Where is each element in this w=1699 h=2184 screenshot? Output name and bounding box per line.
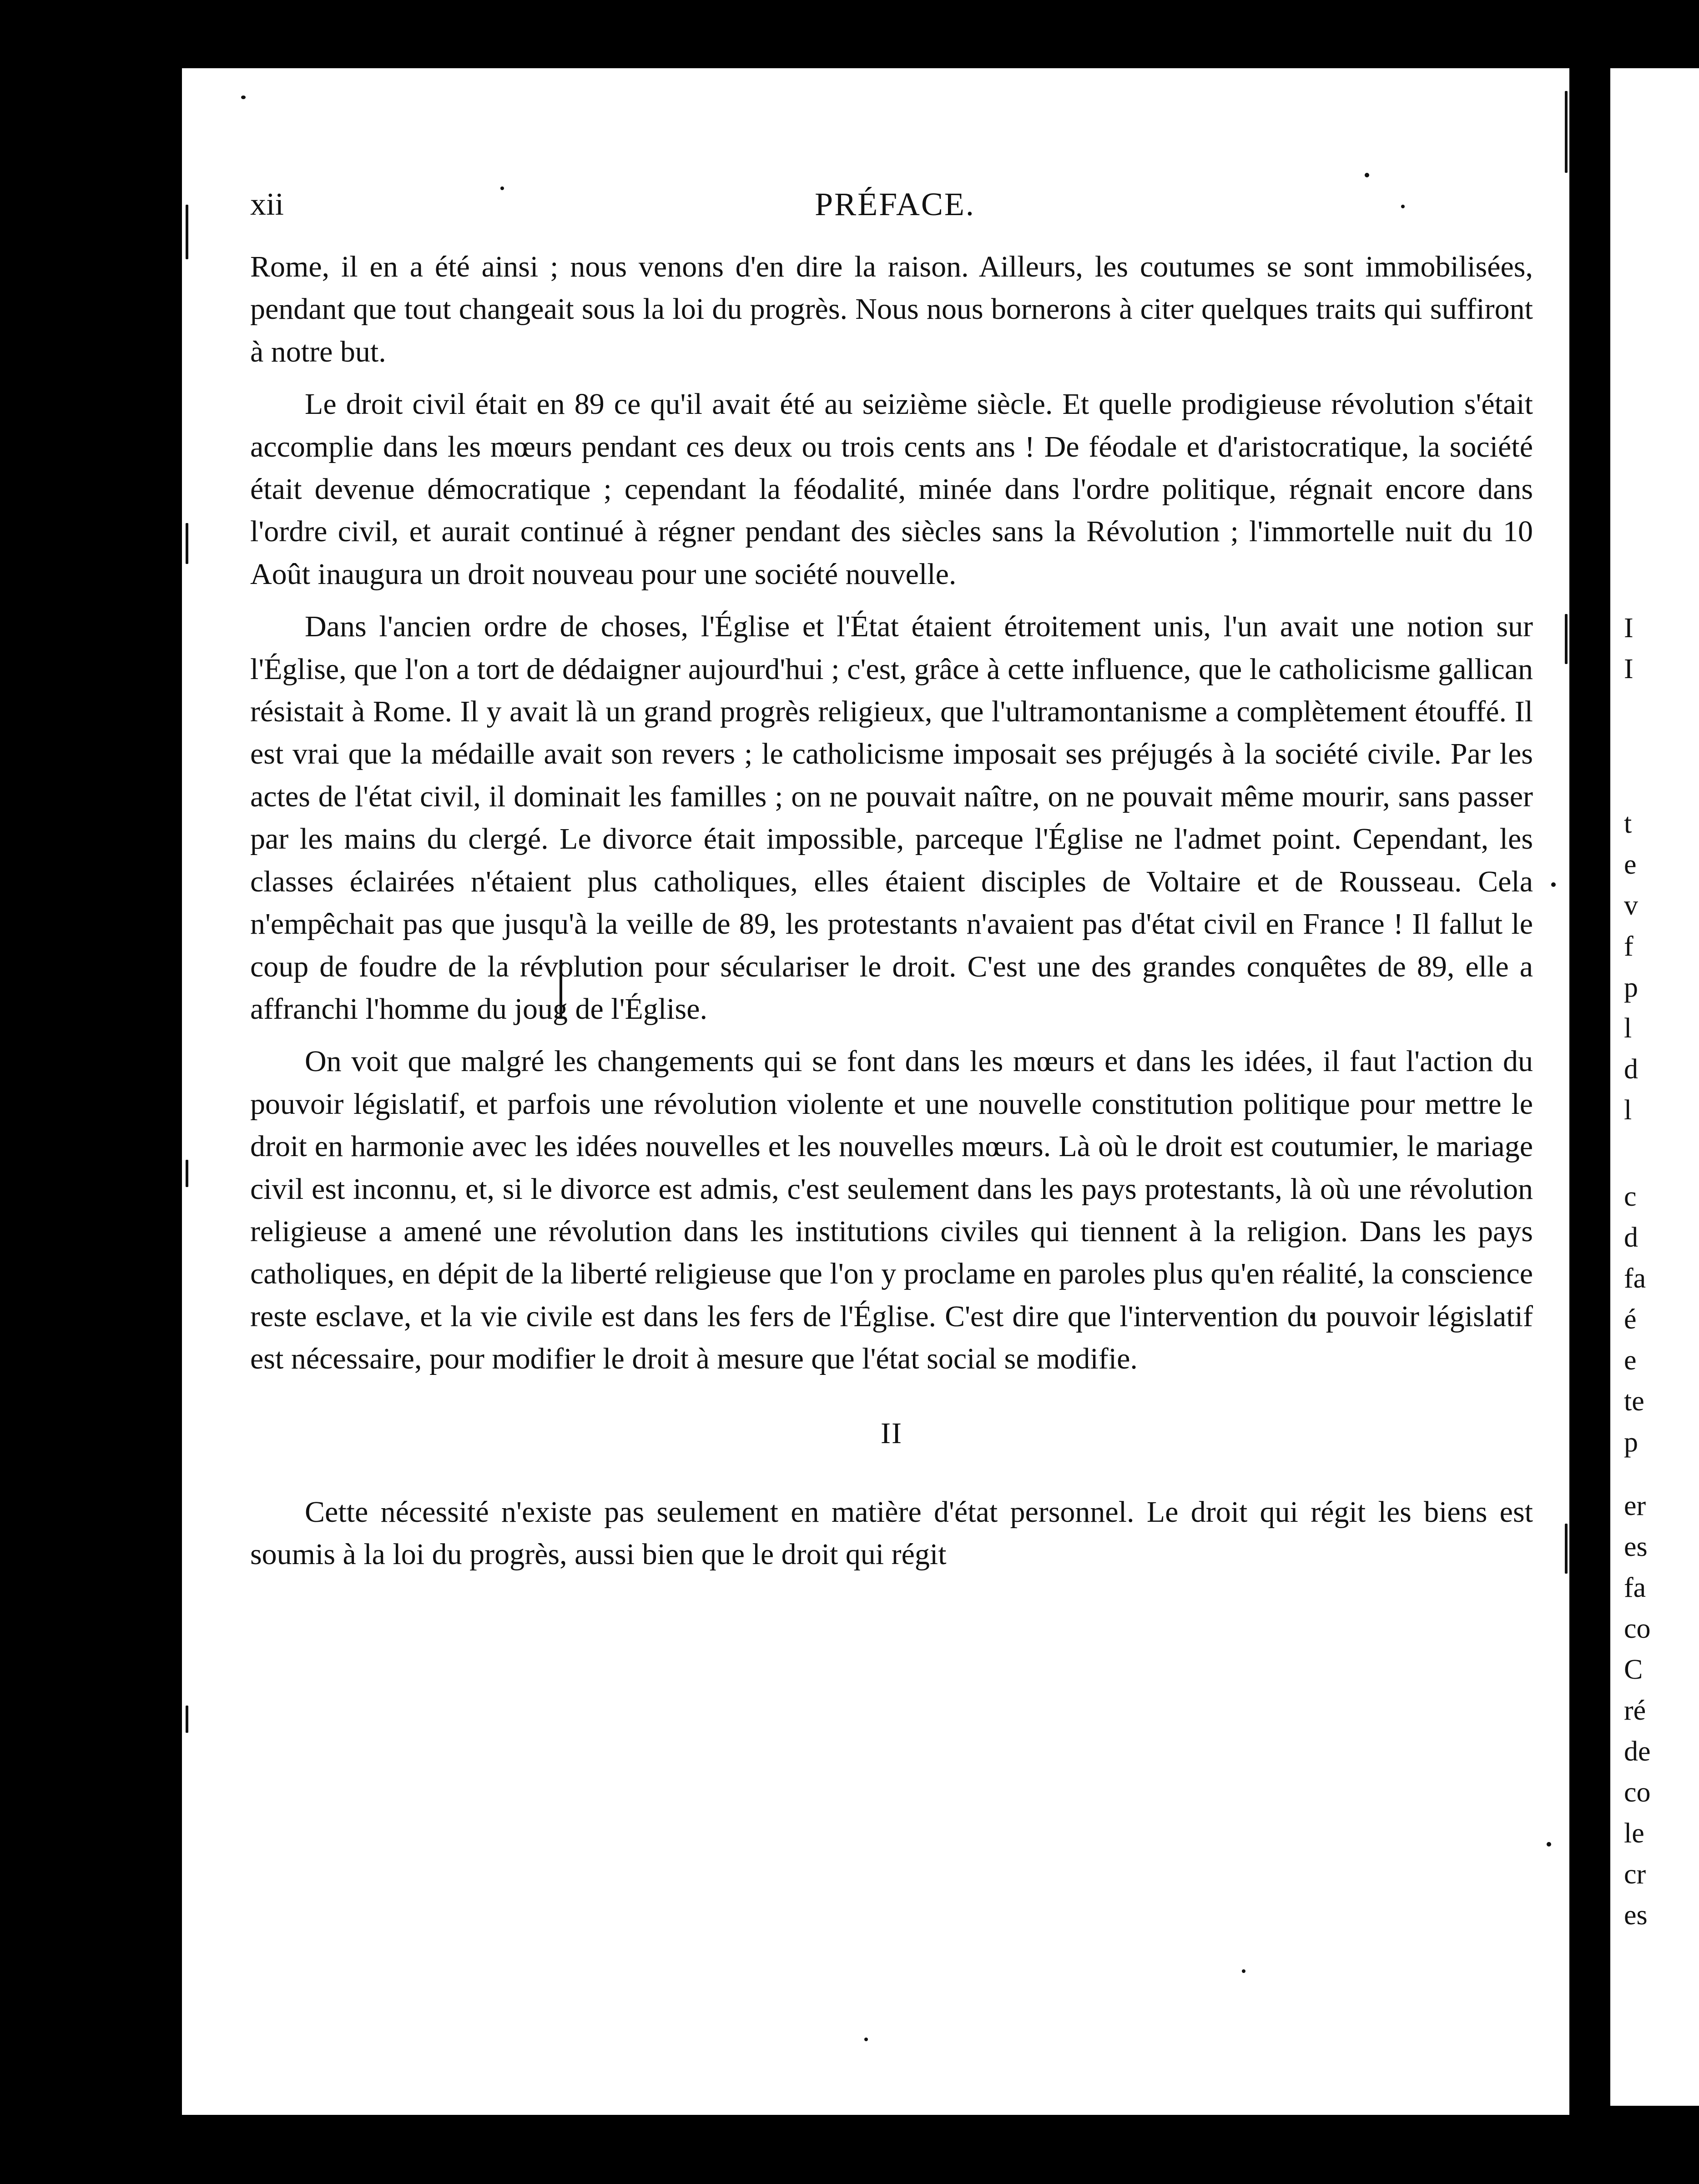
adjacent-fragment: e <box>1624 849 1637 880</box>
adjacent-fragment: d <box>1624 1222 1638 1253</box>
body-text <box>250 246 1533 1586</box>
adjacent-fragment: er <box>1624 1490 1646 1521</box>
adjacent-fragment: l <box>1624 1095 1632 1126</box>
adjacent-fragment: le <box>1624 1818 1644 1849</box>
paragraph-4: On voit que malgré les changements qui se font dans les mœurs et dans les idées, il faut l'action du pouvoir législatif, et parfois une révolution violente et une nouvelle constitution politique pour mettre le droit en harmonie avec les idées nouvelles et les nouvelles mœurs. Là où le droit est coutumier, le mariage civil est inconnu, et, si le divorce est admis, c'est seulement dans les pays protestants, là où une révolution religieuse a amené une révolution dans les institutions civiles qui tiennent à la religion. Dans les pays catholiques, en dépit de la liberté religieuse que l'on y proclame en paroles plus qu'en réalité, la conscience reste esclave, et la vie civile est dans les fers de l'Église. C'est dire que l'intervention du pouvoir législatif est nécessaire, pour modifier le droit à mesure que l'état social se modifie. <box>250 1045 1533 1376</box>
paragraph-3: Dans l'ancien ordre de choses, l'Église et l'État étaient étroitement unis, l'un avait une notion sur l'Église, que l'on a tort de dédaigner aujourd'hui ; c'est, grâce à cette influence, que le catholicisme gallican résistait à Rome. Il y avait là un grand progrès religieux, que l'ultramontanisme a complètement étouffé. Il est vrai que la médaille avait son revers ; le catholicisme imposait ses préjugés à la société civile. Par les actes de l'état civil, il dominait les familles ; on ne pouvait naître, on ne pouvait même mourir, sans passer par les mains du clergé. Le divorce était impossible, parceque l'Église ne l'admet point. Cependant, les classes éclairées n'étaient plus catholiques, elles étaient disciples de Voltaire et de Rousseau. Cela n'empêchait pas que jusqu'à la veille de 89, les protestants n'avaient pas d'état civil en France ! Il fallut le coup de foudre de la révolution pour séculariser le droit. C'est une des grandes conquêtes de 89, elle a affranchi l'homme du joug de l'Église. <box>250 610 1533 1026</box>
section-heading: II <box>881 1416 902 1450</box>
page-header-title: PRÉFACE. <box>815 186 975 222</box>
adjacent-page-strip <box>1610 68 1699 2106</box>
adjacent-fragment: co <box>1624 1613 1651 1644</box>
adjacent-fragment: C <box>1624 1654 1643 1685</box>
adjacent-fragment: v <box>1624 890 1638 921</box>
adjacent-fragment: ré <box>1624 1695 1646 1726</box>
paragraph-1: Rome, il en a été ainsi ; nous venons d'en dire la raison. Ailleurs, les coutumes se sont immobilisées, pendant que tout changeait sous la loi du progrès. Nous nous bornerons à citer quelques traits qui suffiront à notre but. <box>250 250 1533 368</box>
adjacent-fragment: e <box>1624 1345 1637 1376</box>
paragraph-2: Le droit civil était en 89 ce qu'il avait été au seizième siècle. Et quelle prodigieuse révolution s'était accomplie dans les mœurs pendant ces deux ou trois cents ans ! De féodale et d'aristocratique, la société était devenue démocratique ; cependant la féodalité, minée dans l'ordre politique, régnait encore dans l'ordre civil, et aurait continué à régner pendant des siècles sans la Révolution ; l'immortelle nuit du 10 Août inaugura un droit nouveau pour une société nouvelle. <box>250 387 1533 591</box>
adjacent-fragment: es <box>1624 1531 1648 1562</box>
paragraph-5: Cette nécessité n'existe pas seulement en matière d'état personnel. Le droit qui régit les biens est soumis à la loi du progrès, aussi bien que le droit qui régit <box>250 1495 1533 1571</box>
adjacent-fragment: p <box>1624 1427 1638 1458</box>
running-header <box>250 182 1540 232</box>
adjacent-fragment: I <box>1624 654 1633 684</box>
adjacent-fragment: d <box>1624 1054 1638 1085</box>
adjacent-fragment: p <box>1624 972 1638 1003</box>
adjacent-fragment: cr <box>1624 1859 1646 1890</box>
adjacent-fragment: f <box>1624 931 1633 962</box>
adjacent-fragment: l <box>1624 1013 1632 1044</box>
adjacent-fragment: c <box>1624 1181 1637 1212</box>
adjacent-fragment: I <box>1624 613 1633 644</box>
adjacent-fragment: fa <box>1624 1263 1646 1294</box>
adjacent-fragment: é <box>1624 1304 1637 1335</box>
adjacent-fragment: es <box>1624 1900 1648 1931</box>
adjacent-fragment: te <box>1624 1386 1644 1417</box>
adjacent-fragment: co <box>1624 1777 1651 1808</box>
adjacent-fragment: t <box>1624 808 1632 839</box>
page-number: xii <box>250 187 284 222</box>
adjacent-fragment: de <box>1624 1736 1651 1767</box>
adjacent-fragment: fa <box>1624 1572 1646 1603</box>
